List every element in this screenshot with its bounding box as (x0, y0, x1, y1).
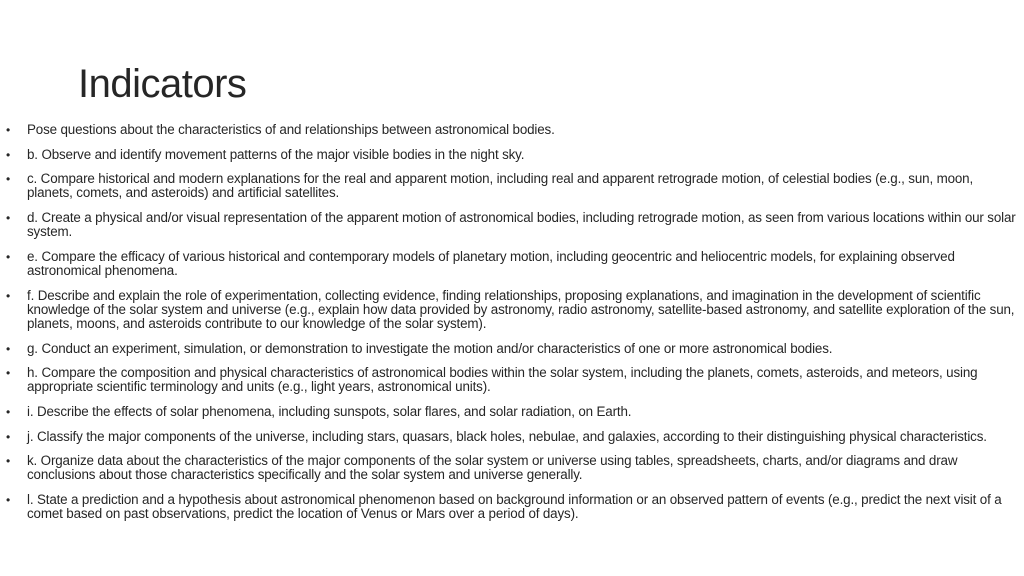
list-item-text: c. Compare historical and modern explanations for the real and apparent motion, including real and apparent retrograde motion, of celestial bodies (e.g., sun, moon, planets, comets, and asteroids) and artificial satellites. (27, 171, 974, 201)
list-item-text: f. Describe and explain the role of experimentation, collecting evidence, finding relationships, proposing explanations, and imagination in the development of scientific knowledge of the solar system and universe (e.g., explain how data provided by astronomy, radio astronomy, satellite-based astronomy, and satellite exploration of the sun, planets, moons, and asteroids contribute to our knowledge of the solar system). (27, 287, 1015, 331)
list-item-text: e. Compare the efficacy of various historical and contemporary models of planetary motion, including geocentric and heliocentric models, for explaining observed astronomical phenomena. (27, 248, 955, 278)
bullet-icon: • (6, 249, 11, 264)
bullet-icon: • (6, 147, 11, 162)
list-item (0, 430, 1024, 444)
bullet-icon: • (6, 288, 11, 303)
list-item (0, 366, 1024, 394)
bullet-icon: • (6, 341, 11, 356)
bullet-icon: • (6, 429, 11, 444)
list-item (0, 211, 1024, 239)
list-item (0, 405, 1024, 419)
list-item-text: d. Create a physical and/or visual representation of the apparent motion of astronomical bodies, including retrograde motion, as seen from various locations within our solar system. (27, 209, 1016, 240)
list-item (0, 289, 1024, 332)
list-item-text: i. Describe the effects of solar phenomena, including sunspots, solar flares, and solar radiation, on Earth. (27, 403, 632, 419)
list-item (0, 148, 1024, 162)
bullet-icon: • (6, 366, 11, 381)
bullet-icon: • (6, 123, 11, 137)
list-item-text: k. Organize data about the characteristics of the major components of the solar system or universe using tables, spreadsheets, charts, and/or diagrams and draw conclusions about those characteristics specifically and the solar system and universe generally. (27, 453, 958, 483)
bullet-icon: • (6, 492, 11, 507)
list-item-text: j. Classify the major components of the universe, including stars, quasars, black holes, nebulae, and galaxies, according to their distinguishing physical characteristics. (27, 428, 987, 444)
list-item (0, 250, 1024, 278)
bullet-icon: • (6, 454, 11, 469)
bullet-icon: • (6, 404, 11, 419)
list-item (0, 493, 1024, 521)
list-item-text: b. Observe and identify movement patterns of the major visible bodies in the night sky. (27, 146, 525, 162)
list-item-text: Pose questions about the characteristics of and relationships between astronomical bodies. (27, 122, 555, 137)
list-item (0, 342, 1024, 356)
list-item-text: l. State a prediction and a hypothesis about astronomical phenomenon based on background information or an observed pattern of events (e.g., predict the next visit of a comet based on past observations, predict the location of Venus or Mars over a period of days). (27, 491, 1002, 522)
list-item-text: h. Compare the composition and physical characteristics of astronomical bodies within the solar system, including the planets, comets, asteroids, and meteors, using appropriate scientific terminology and units (e.g., light years, astronomical units). (27, 365, 978, 395)
slide-title: Indicators (78, 62, 247, 106)
list-item-text: g. Conduct an experiment, simulation, or demonstration to investigate the motion and/or characteristics of one or more astronomical bodies. (27, 340, 833, 356)
bullet-icon: • (6, 172, 11, 187)
indicator-list (0, 123, 1024, 532)
list-item (0, 454, 1024, 482)
list-item (0, 123, 1024, 137)
bullet-icon: • (6, 210, 11, 225)
list-item (0, 172, 1024, 200)
